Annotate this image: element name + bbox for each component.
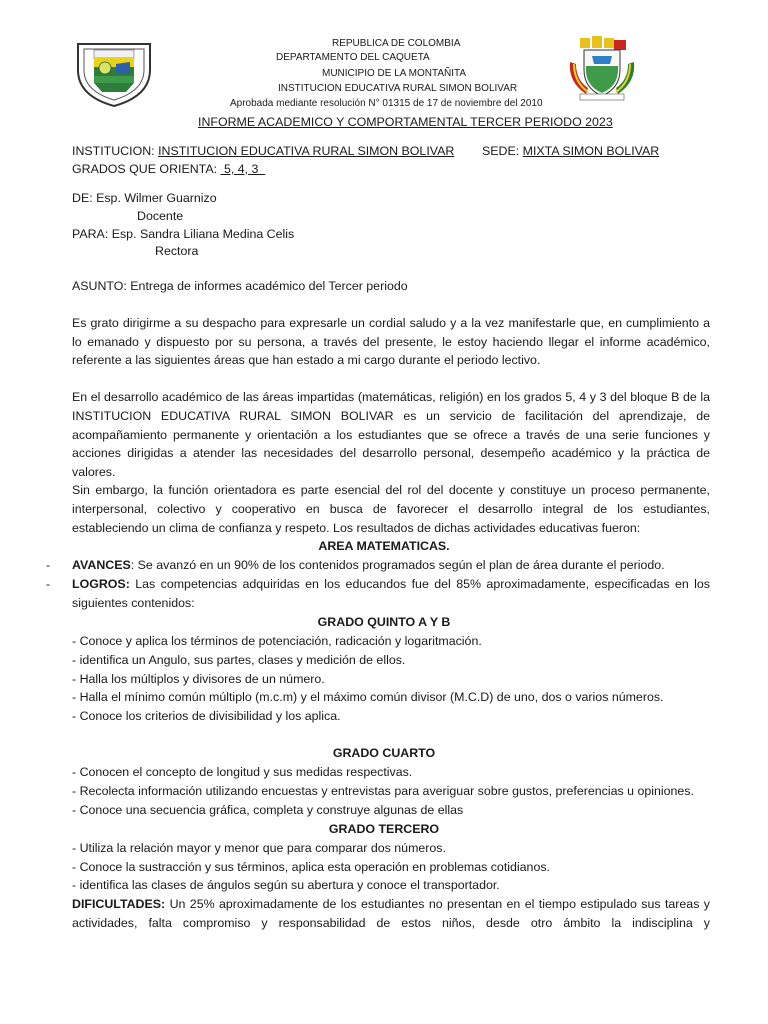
school-shield-logo bbox=[72, 40, 156, 108]
header-municipality: MUNICIPIO DE LA MONTAÑITA bbox=[322, 68, 467, 79]
paragraph-3-line: interpersonal, colectivo y cooperativo en busca de favorecer el desarrollo integral de los estudiantes, bbox=[72, 502, 710, 516]
dificultades-label: DIFICULTADES: bbox=[72, 897, 166, 911]
list-item: - Recolecta información utilizando encuestas y entrevistas para averiguar sobre gustos, preferencias u opiniones. bbox=[72, 784, 694, 798]
header-resolution: Aprobada mediante resolución N° 01315 de 17 de noviembre del 2010 bbox=[230, 98, 543, 109]
paragraph-2-line: En el desarrollo académico de las áreas impartidas (matemáticas, religión) en los grados 5, 4 y 3 del bloque B de la bbox=[72, 390, 710, 404]
memo-subject: ASUNTO: Entrega de informes académico del Tercer periodo bbox=[72, 279, 408, 293]
paragraph-3-line: estableciendo un clima de confianza y respeto. Los resultados de dichas actividades educativas fueron: bbox=[72, 521, 641, 535]
logros-text: Las competencias adquiridas en los educandos fue del 85% aproximadamente, especificadas en los bbox=[129, 577, 710, 591]
memo-to-role: Rectora bbox=[155, 244, 199, 258]
municipal-coat-of-arms bbox=[566, 36, 638, 104]
grados-row bbox=[72, 162, 265, 176]
bullet-dash: - bbox=[46, 577, 51, 591]
dificultades-line bbox=[72, 897, 710, 911]
grado-quinto-title: GRADO QUINTO A Y B bbox=[317, 615, 451, 629]
header-institution: INSTITUCION EDUCATIVA RURAL SIMON BOLIVAR bbox=[278, 83, 518, 94]
paragraph-1-line: referente a las siguientes áreas que han estado a mi cargo durante el periodo lectivo. bbox=[72, 353, 541, 367]
grado-cuarto-title: GRADO CUARTO bbox=[332, 746, 436, 760]
list-item: - Halla el mínimo común múltiplo (m.c.m) y el máximo común divisor (M.C.D) de uno, dos o varios números. bbox=[72, 690, 664, 704]
memo-to: PARA: Esp. Sandra Liliana Medina Celis bbox=[72, 227, 295, 241]
paragraph-2-line: acciones dirigidas a atender las necesidades del desarrollo personal, desempeño académico y la práctica de bbox=[72, 446, 710, 460]
paragraph-3-line: Sin embargo, la función orientadora es parte esencial del rol del docente y constituye un proceso permanente, bbox=[72, 483, 710, 497]
logros-label: LOGROS: bbox=[72, 577, 130, 591]
report-title: INFORME ACADEMICO Y COMPORTAMENTAL TERCER PERIODO 2023 bbox=[198, 115, 613, 129]
avances-text: : Se avanzó en un 90% de los contenidos programados según el plan de área durante el periodo. bbox=[130, 558, 665, 572]
sede-value: MIXTA SIMON BOLIVAR bbox=[522, 144, 660, 158]
sede-row bbox=[482, 144, 659, 158]
avances-line bbox=[72, 558, 665, 572]
list-item: - Conoce los criterios de divisibilidad y los aplica. bbox=[72, 709, 341, 723]
paragraph-1-line: lo emanado y dispuesto por su persona, a través del presente, le estoy haciendo llegar el informe académico, bbox=[72, 335, 710, 349]
grados-label: GRADOS QUE ORIENTA: bbox=[72, 162, 218, 176]
list-item: - Utiliza la relación mayor y menor que para comparar dos números. bbox=[72, 841, 446, 855]
list-item: - Conocen el concepto de longitud y sus medidas respectivas. bbox=[72, 765, 413, 779]
list-item: - Halla los múltiplos y divisores de un número. bbox=[72, 672, 325, 686]
paragraph-2-line: acompañamiento permanente y orientación a los estudiantes que se ofrece a través de una serie funciones y bbox=[72, 428, 710, 442]
sede-label: SEDE: bbox=[482, 144, 520, 158]
list-item: - Conoce una secuencia gráfica, completa y construye algunas de ellas bbox=[72, 803, 464, 817]
grado-tercero-title: GRADO TERCERO bbox=[328, 822, 440, 836]
header-department: DEPARTAMENTO DEL CAQUETA bbox=[276, 52, 430, 63]
list-item: - identifica las clases de ángulos según su abertura y conoce el transportador. bbox=[72, 878, 500, 892]
list-item: - identifica un Angulo, sus partes, clases y medición de ellos. bbox=[72, 653, 406, 667]
dificultades-continuation: actividades, falta compromiso y responsabilidad de estos niños, desde otro ámbito la indisciplina y bbox=[72, 916, 710, 930]
institution-value: INSTITUCION EDUCATIVA RURAL SIMON BOLIVAR bbox=[158, 144, 455, 158]
institution-label: INSTITUCION: bbox=[72, 144, 155, 158]
paragraph-2-line: INSTITUCION EDUCATIVA RURAL SIMON BOLIVAR es un servicio de facilitación del aprendizaje, de bbox=[72, 409, 710, 423]
dificultades-text: Un 25% aproximadamente de los estudiantes no presentan en el tiempo estipulado sus tareas y bbox=[165, 897, 710, 911]
area-title: AREA MATEMATICAS. bbox=[318, 539, 450, 553]
avances-label: AVANCES bbox=[72, 558, 131, 572]
list-item: - Conoce y aplica los términos de potenciación, radicación y logaritmación. bbox=[72, 634, 482, 648]
paragraph-1-line: Es grato dirigirme a su despacho para expresarle un cordial saludo y a la vez manifestarle que, en cumplimiento a bbox=[72, 316, 710, 330]
paragraph-2-line: valores. bbox=[72, 465, 116, 479]
bullet-dash: - bbox=[46, 558, 51, 572]
header-country: REPUBLICA DE COLOMBIA bbox=[332, 38, 461, 49]
memo-from: DE: Esp. Wilmer Guarnizo bbox=[72, 191, 217, 205]
memo-from-role: Docente bbox=[137, 209, 184, 223]
logros-continuation: siguientes contenidos: bbox=[72, 596, 195, 610]
grados-value: 5, 4, 3 bbox=[220, 162, 266, 176]
list-item: - Conoce la sustracción y sus términos, aplica esta operación en problemas cotidianos. bbox=[72, 860, 550, 874]
logros-line bbox=[72, 577, 710, 591]
institution-row bbox=[72, 144, 454, 158]
